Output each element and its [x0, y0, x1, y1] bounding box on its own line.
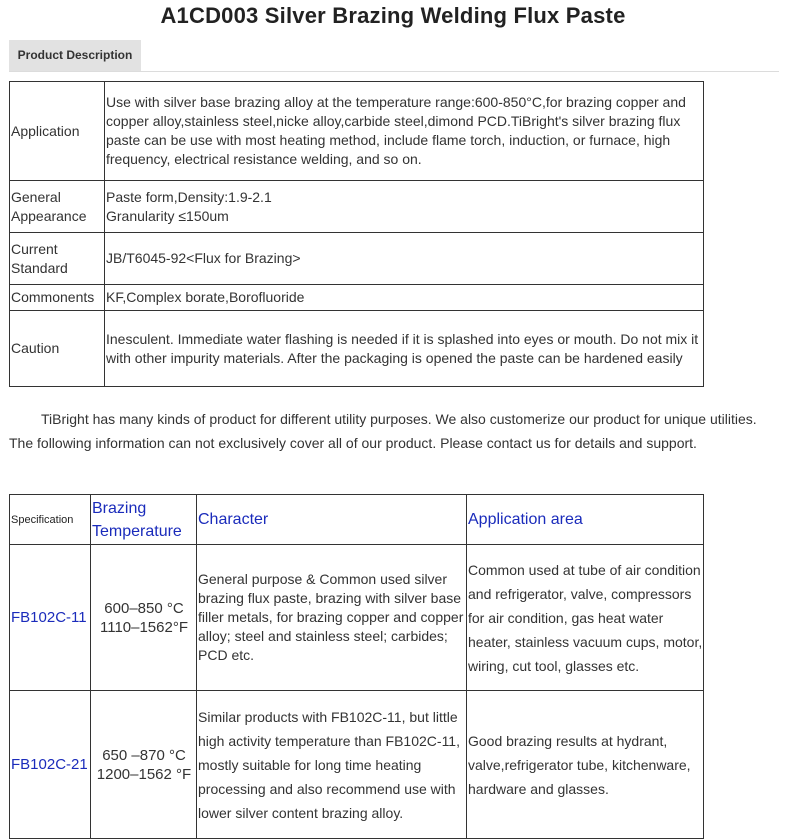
character-text: Similar products with FB102C-11, but little high activity temperature than FB102C-11, mostly suitable for long time heating processing and also recommend use with lower silver content brazing alloy.: [197, 691, 467, 839]
table-row: [10, 545, 704, 691]
table-row: [10, 691, 704, 839]
temp-celsius: 600–850 °C: [104, 599, 184, 617]
brazing-temperature: [91, 545, 197, 691]
product-link-fb102c-21[interactable]: FB102C-21: [10, 691, 91, 839]
spec-value-line: Paste form,Density:1.9-2.1: [106, 188, 272, 205]
table-row: [10, 285, 704, 311]
table-row: [10, 233, 704, 285]
brazing-temperature: [91, 691, 197, 839]
spec-value-application: Use with silver base brazing alloy at the temperature range:600-850°C,for brazing copper and copper alloy,stainless steel,nicke alloy,carbide steel,dimond PCD.TiBright's silver brazing flux paste can be use with most heating method, include flame torch, induction, or furnace, high frequency, electrical resistance welding, and so on.: [105, 82, 704, 181]
intro-text: TiBright has many kinds of product for different utility purposes. We also customerize our product for unique utilities. The following information can not exclusively cover all of our product. Please contact us for details and support.: [9, 411, 757, 451]
header-specification: Specification: [10, 495, 91, 545]
spec-label-current-standard: Current Standard: [10, 233, 105, 285]
table-row: [10, 181, 704, 233]
character-text: General purpose & Common used silver brazing flux paste, brazing with silver base filler metals, for brazing copper and copper alloy; steel and stainless steel; carbides; PCD etc.: [197, 545, 467, 691]
spec-value-current-standard: JB/T6045-92<Flux for Brazing>: [105, 233, 704, 285]
spec-label-commonents: Commonents: [10, 285, 105, 311]
tab-bar: [9, 40, 779, 72]
product-link-fb102c-11[interactable]: FB102C-11: [10, 545, 91, 691]
application-text: Common used at tube of air condition and refrigerator, valve, compressors for air condition, gas heat water heater, stainless vacuum cups, motor, wiring, cut tool, glasses etc.: [467, 545, 704, 691]
temp-fahrenheit: 1200–1562 °F: [96, 765, 192, 783]
spec-label-caution: Caution: [10, 311, 105, 387]
table-row: [10, 82, 704, 181]
tab-product-description[interactable]: Product Description: [9, 40, 141, 71]
table-row: [10, 311, 704, 387]
table-header-row: [10, 495, 704, 545]
temp-celsius: 650 –870 °C: [102, 746, 186, 764]
temp-fahrenheit: 1110–1562°F: [99, 618, 188, 636]
spec-value-commonents: KF,Complex borate,Borofluoride: [105, 285, 704, 311]
spec-value-line: Granularity ≤150um: [106, 207, 229, 224]
spec-table: [9, 81, 704, 387]
spec-label-general-appearance: General Appearance: [10, 181, 105, 233]
product-table: [9, 494, 704, 839]
intro-paragraph: [9, 407, 779, 455]
page-title: A1CD003 Silver Brazing Welding Flux Paste: [160, 3, 626, 28]
header-application-area: Application area: [467, 495, 704, 545]
header-brazing-temperature: Brazing Temperature: [91, 495, 197, 545]
spec-value-general-appearance: [105, 181, 704, 233]
application-text: Good brazing results at hydrant, valve,refrigerator tube, kitchenware, hardware and glasses.: [467, 691, 704, 839]
header-character: Character: [197, 495, 467, 545]
spec-value-caution: Inesculent. Immediate water flashing is needed if it is splashed into eyes or mouth. Do not mix it with other impurity materials. After the packaging is opened the paste can be hardened easily: [105, 311, 704, 387]
spec-label-application: Application: [10, 82, 105, 181]
